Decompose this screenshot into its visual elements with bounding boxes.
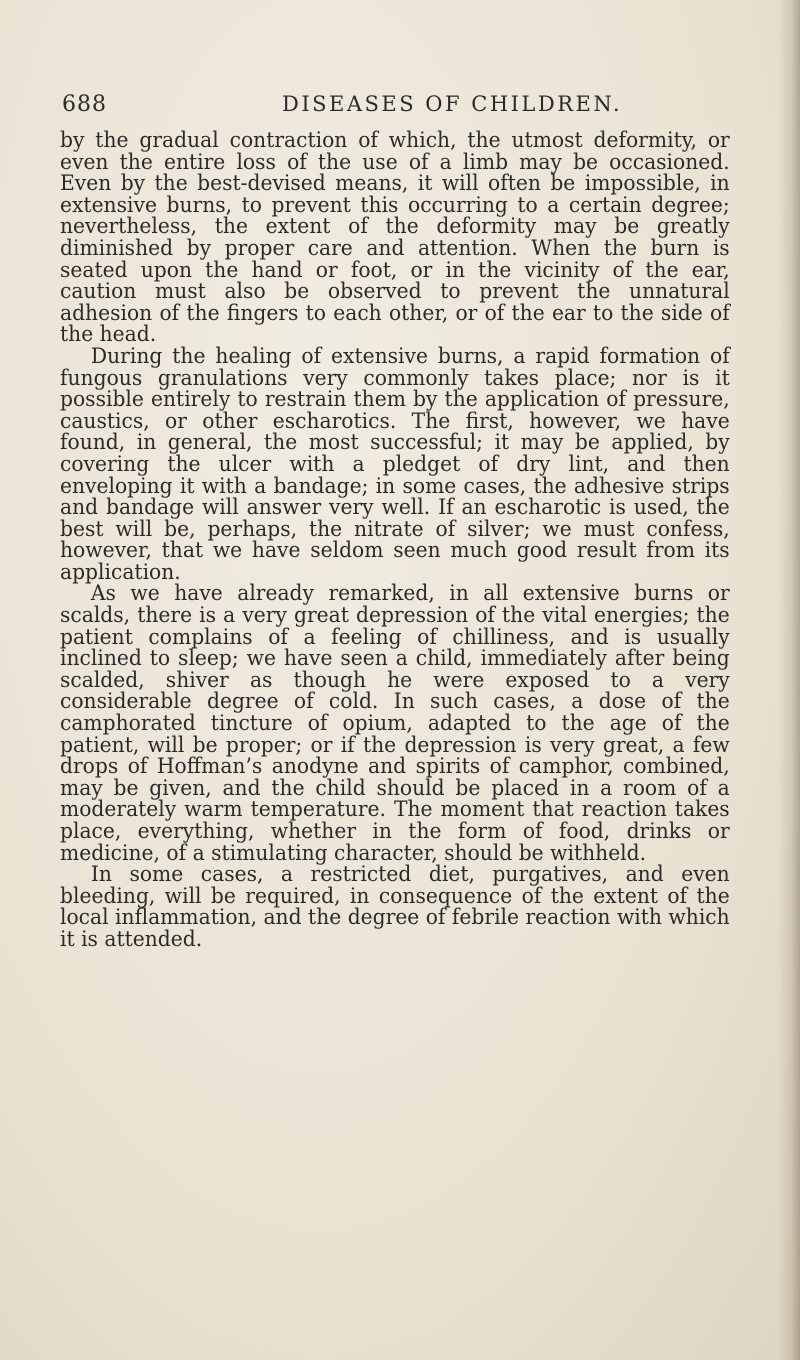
paragraph-4: In some cases, a restricted diet, purgatives, and even bleeding, will be required, in consequence of the extent of the local inflammation, and the degree of febrile reaction with which it is attended. [60, 862, 730, 951]
page-header [62, 92, 752, 122]
body-text [60, 130, 730, 951]
running-head: DISEASES OF CHILDREN. [282, 92, 623, 116]
paragraph-3: As we have already remarked, in all extensive burns or scalds, there is a very great depression of the vital energies; the patient complains of a feeling of chilliness, and is usually inclined to sleep; we have seen a child, immediately after being scalded, shiver as though he were exposed to a very considerable degree of cold. In such cases, a dose of the camphorated tincture of opium, adapted to the age of the patient, will be proper; or if the depression is very great, a few drops of Hoffman’s anodyne and spirits of camphor, combined, may be given, and the child should be placed in a room of a moderately warm temperature. The moment that reaction takes place, everything, whether in the form of food, drinks or medicine, of a stimulating character, should be withheld. [60, 581, 730, 865]
page-number: 688 [62, 92, 107, 117]
paragraph-2: During the healing of extensive burns, a rapid formation of fungous granulations very commonly takes place; nor is it possible entirely to restrain them by the application of pressure, caustics, or other escharotics. The first, however, we have found, in general, the most successful; it may be applied, by covering the ulcer with a pledget of dry lint, and then enveloping it with a bandage; in some cases, the adhesive strips and bandage will answer very well. If an escharotic is used, the best will be, perhaps, the nitrate of silver; we must confess, however, that we have seldom seen much good result from its application. [60, 343, 730, 584]
page-edge-shadow [778, 0, 800, 1360]
paragraph-1: by the gradual contraction of which, the utmost deformity, or even the entire loss of the use of a limb may be occasioned. Even by the best-devised means, it will often be impossible, in extensive burns, to prevent this occurring to a certain degree; nevertheless, the extent of the deformity may be greatly diminished by proper care and attention. When the burn is seated upon the hand or foot, or in the vicinity of the ear, caution must also be observed to prevent the unnatural adhesion of the fingers to each other, or of the ear to the side of the head. [60, 128, 730, 347]
